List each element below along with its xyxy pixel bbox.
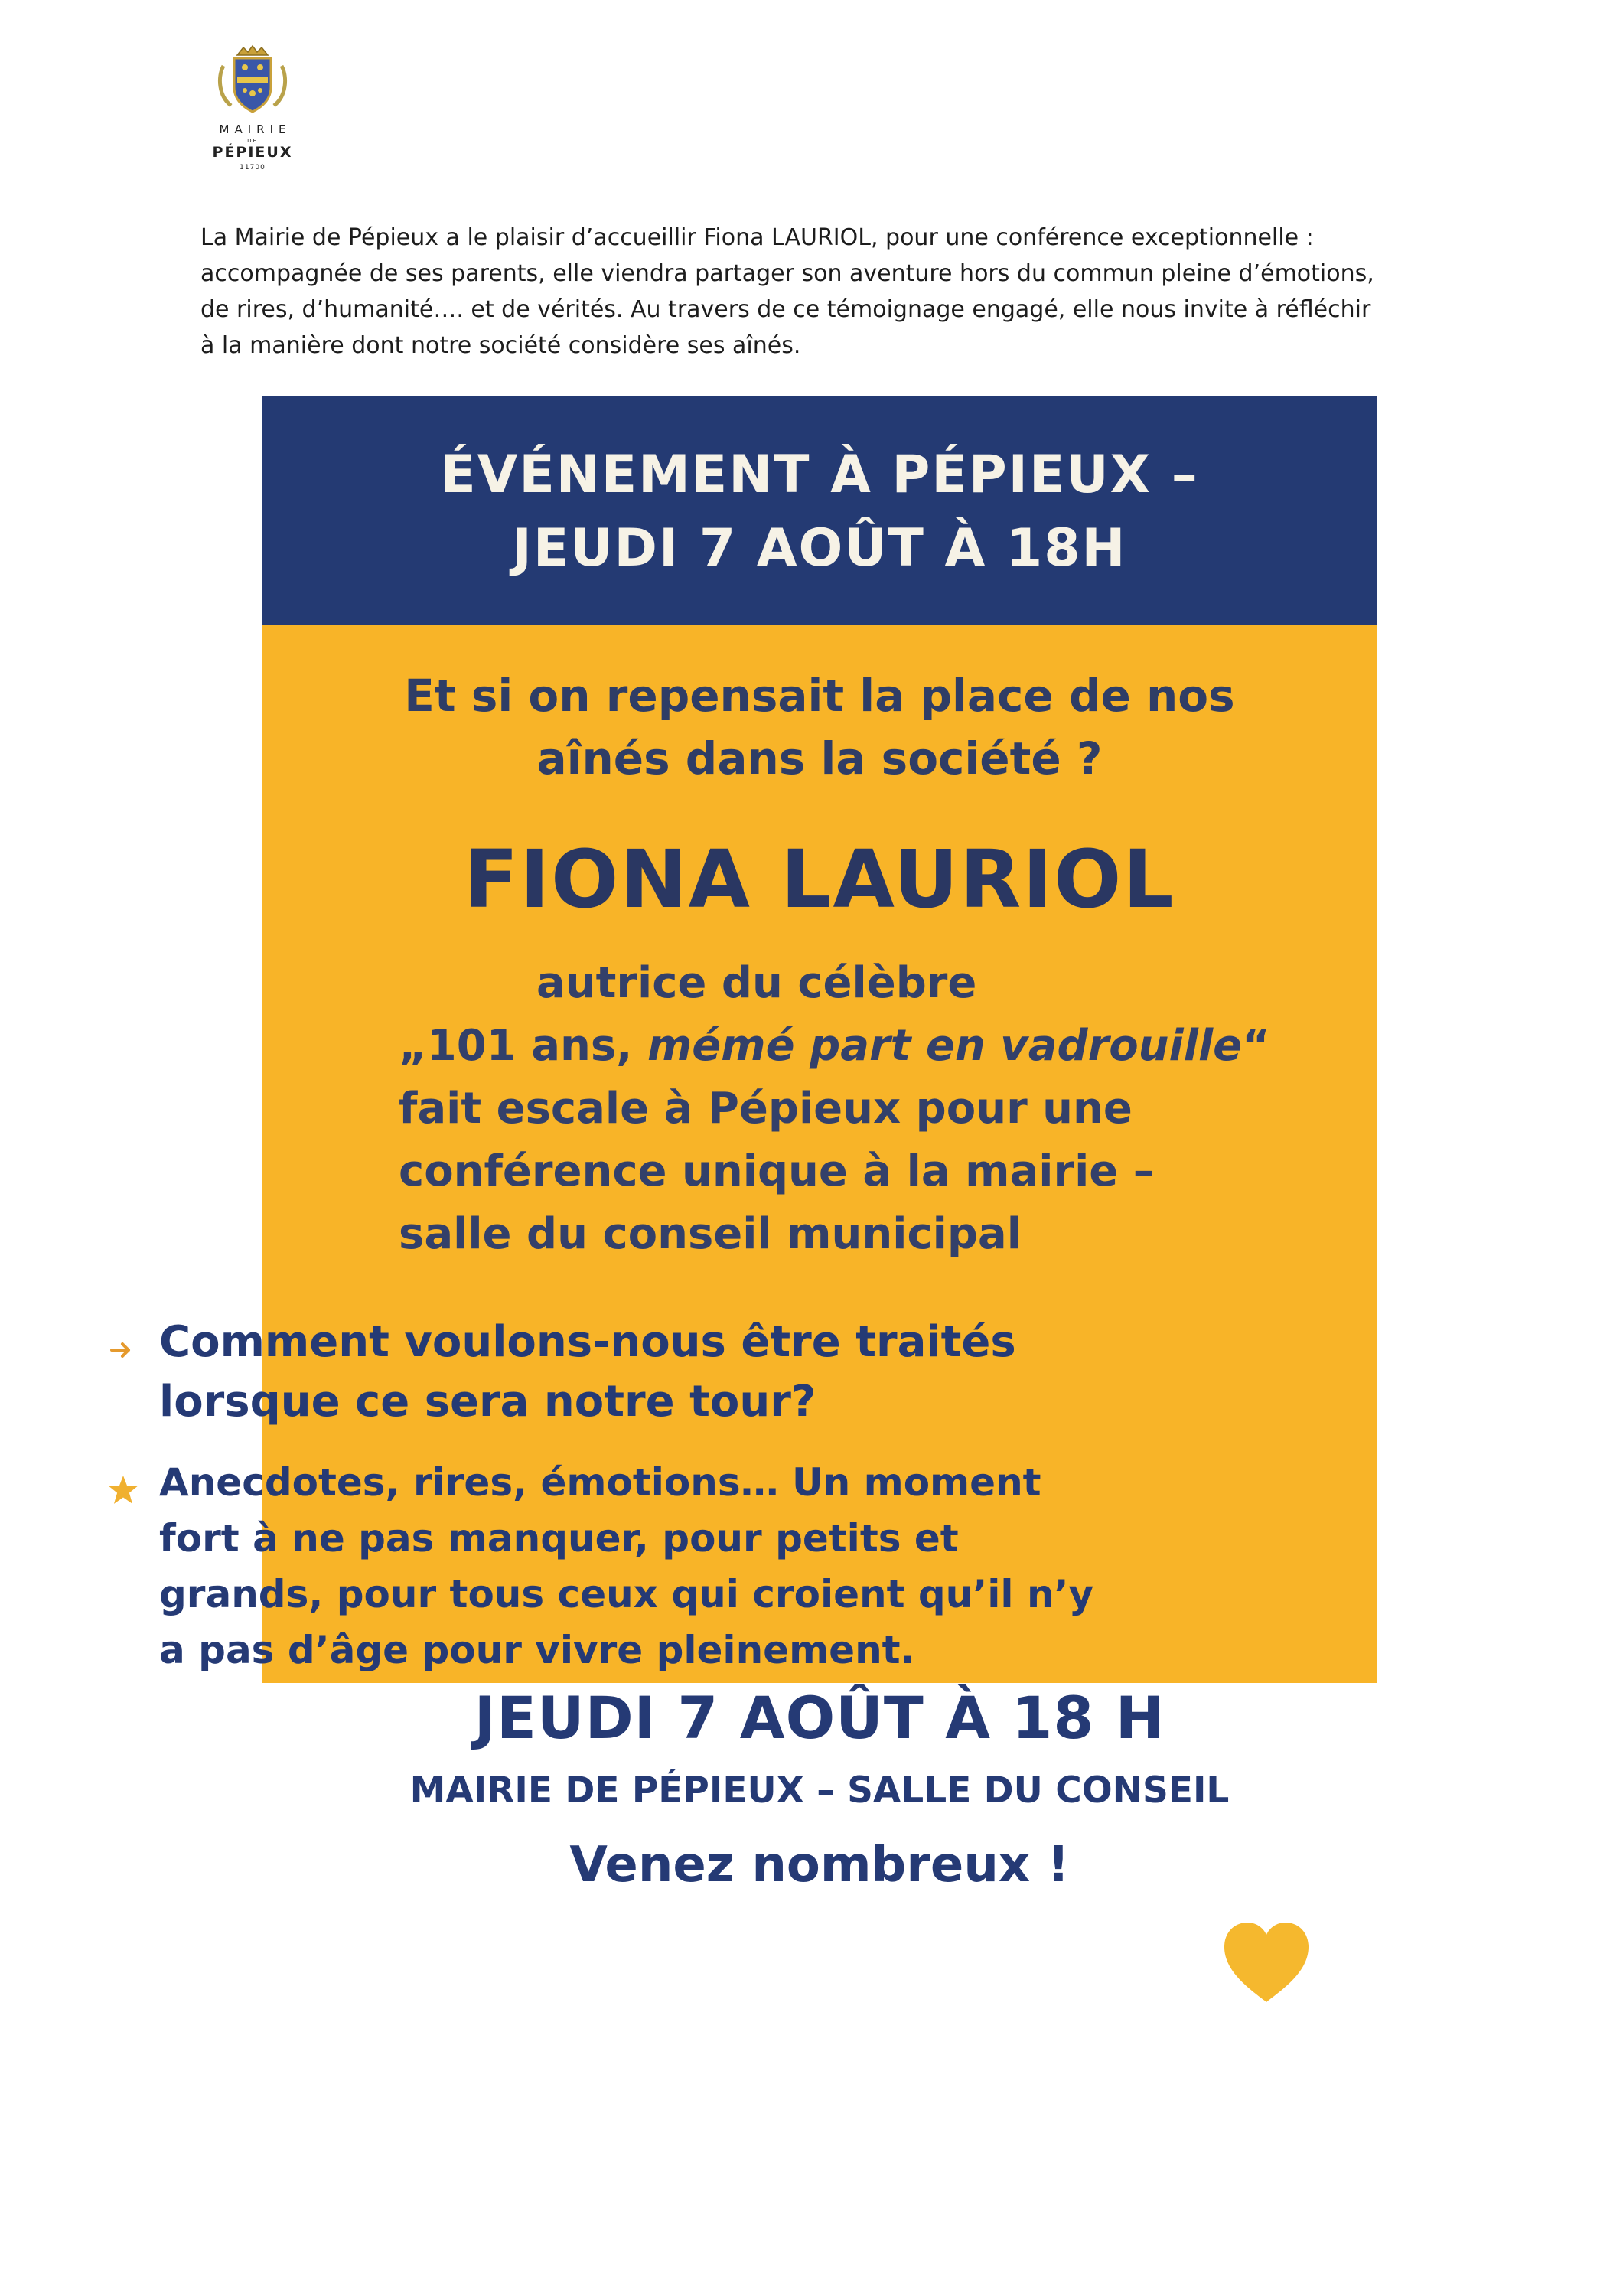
event-invitation: Venez nombreux !	[569, 1837, 1070, 1893]
intro-paragraph	[200, 220, 1455, 364]
detail-line: conférence unique à la mairie –	[399, 1146, 1155, 1196]
highlight-line: a pas d’âge pour vivre pleinement.	[159, 1628, 915, 1672]
speaker-details	[399, 952, 1317, 1266]
arrow-right-icon	[107, 1320, 135, 1380]
intro-line: à la manière dont notre société considère ses aînés.	[200, 332, 801, 359]
intro-line: accompagnée de ses parents, elle viendra partager son aventure hors du commun pleine d’émotions,	[200, 260, 1374, 287]
event-date: JEUDI 7 AOÛT À 18 H	[474, 1684, 1165, 1752]
event-location: MAIRIE DE PÉPIEUX – SALLE DU CONSEIL	[409, 1769, 1230, 1812]
detail-line: fait escale à Pépieux pour une	[399, 1084, 1133, 1133]
banner-date: JEUDI 7 AOÛT À 18H	[512, 518, 1127, 579]
highlight-line: fort à ne pas manquer, pour petits et	[159, 1516, 959, 1561]
book-suffix: “	[1242, 1021, 1270, 1071]
book-title	[399, 1015, 1317, 1078]
question-line: aînés dans la société ?	[536, 732, 1103, 784]
star-icon	[107, 1466, 139, 1521]
highlight-line: lorsque ce sera notre tour?	[159, 1377, 816, 1427]
intro-line: de rires, d’humanité…. et de vérités. Au travers de ce témoignage engagé, elle nous invite à réfléchir	[200, 296, 1371, 323]
logo-text-postcode: 11700	[240, 164, 266, 171]
detail-line: salle du conseil municipal	[399, 1209, 1022, 1259]
book-prefix: „101 ans,	[399, 1021, 647, 1071]
author-line: autrice du célèbre	[536, 958, 977, 1008]
highlight-item	[107, 1455, 1102, 1678]
logo-text-mairie: MAIRIE	[219, 122, 292, 136]
highlight-line: Anecdotes, rires, émotions… Un moment	[159, 1460, 1041, 1505]
highlight-item	[107, 1313, 1102, 1432]
book-italic: mémé part en vadrouille	[647, 1021, 1243, 1071]
highlight-line: Comment voulons-nous être traités	[159, 1317, 1016, 1367]
town-hall-logo	[207, 43, 298, 171]
banner-title: ÉVÉNEMENT À PÉPIEUX –	[440, 445, 1199, 505]
heart-icon	[1221, 1919, 1312, 2008]
question-line: Et si on repensait la place de nos	[404, 670, 1235, 722]
event-banner	[262, 396, 1377, 625]
event-highlights	[107, 1313, 1102, 1678]
highlight-line: grands, pour tous ceux qui croient qu’il n’y	[159, 1572, 1094, 1616]
coat-of-arms-icon	[214, 43, 291, 116]
logo-text-de: DE	[247, 138, 258, 144]
intro-line: La Mairie de Pépieux a le plaisir d’accueillir Fiona LAURIOL, pour une conférence exceptionnelle :	[200, 224, 1314, 251]
speaker-name: FIONA LAURIOL	[464, 833, 1175, 926]
event-question	[262, 664, 1377, 790]
logo-text-town: PÉPIEUX	[212, 144, 293, 161]
